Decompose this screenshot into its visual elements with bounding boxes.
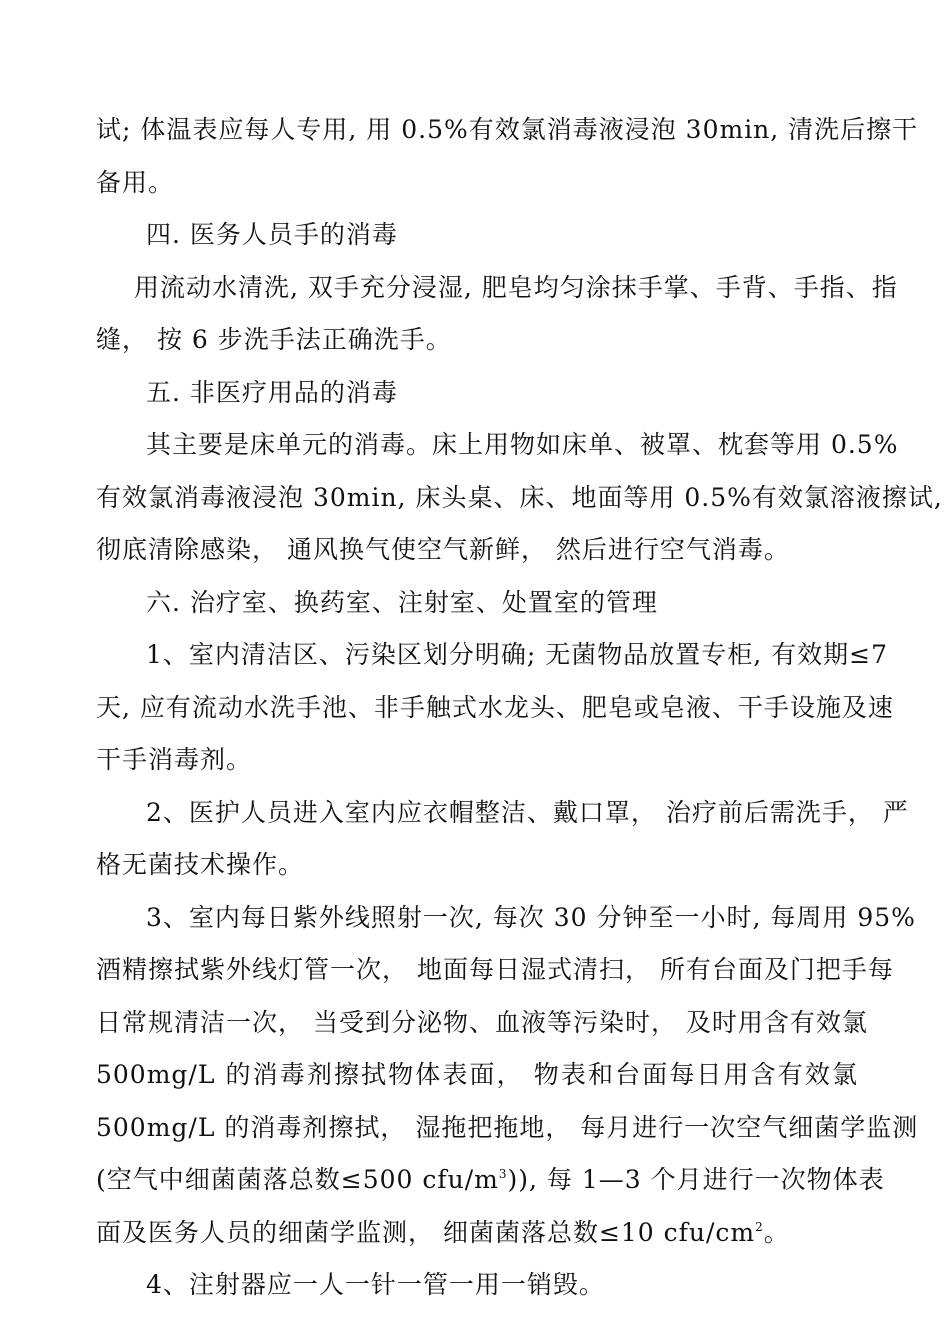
- text-line: 格无菌技术操作。: [96, 850, 305, 879]
- text-line: 3、室内每日紫外线照射一次, 每次 30 分钟至一小时, 每周用 95%: [146, 902, 916, 932]
- text-line-last: 4、注射器应一人一针一管一用一销毁。: [146, 1270, 605, 1299]
- text-line: 备用。: [96, 167, 175, 197]
- text-line: 500mg/L 的消毒剂擦拭， 湿拖把拖地， 每月进行一次空气细菌学监测: [96, 1112, 919, 1142]
- text-line-cfu-m3: [96, 1154, 885, 1207]
- text-line: 1、室内清洁区、污染区划分明确; 无菌物品放置专柜, 有效期≤7: [146, 640, 889, 669]
- text-line-cfu-cm2: [96, 1207, 858, 1260]
- superscript: 3: [498, 1167, 508, 1181]
- text-line: 彻底清除感染， 通风换气使空气新鲜， 然后进行空气消毒。: [96, 535, 790, 564]
- text-segment: )), 每 1—3 个月进行一次物体表: [507, 1165, 885, 1194]
- text-segment: 面及医务人员的细菌学监测， 细菌菌落总数≤10 cfu/cm: [96, 1217, 756, 1247]
- text-line: 五. 非医疗用品的消毒: [146, 377, 398, 407]
- text-line: 四. 医务人员手的消毒: [146, 220, 398, 249]
- text-line: 试; 体温表应每人专用, 用 0.5%有效氯消毒液浸泡 30min, 清洗后擦干: [96, 115, 919, 144]
- document-page: [96, 104, 943, 1312]
- text-line: 500mg/L 的消毒剂擦拭物体表面， 物表和台面每日用含有效氯: [96, 1060, 858, 1089]
- text-line: 干手消毒剂。: [96, 745, 253, 774]
- text-line: 天, 应有流动水洗手池、非手触式水龙头、肥皂或皂液、干手设施及速: [96, 692, 894, 722]
- text-segment: (空气中细菌菌落总数≤500 cfu/m: [96, 1165, 499, 1194]
- text-line: 日常规清洁一次， 当受到分泌物、血液等污染时， 及时用含有效氯: [96, 1007, 868, 1037]
- text-line: 有效氯消毒液浸泡 30min, 床头桌、床、地面等用 0.5%有效氯溶液擦试,: [96, 482, 943, 512]
- text-line: 酒精擦拭紫外线灯管一次， 地面每日湿式清扫， 所有台面及门把手每: [96, 955, 894, 984]
- text-line: 用流动水清洗, 双手充分浸湿, 肥皂均匀涂抹手掌、手背、手指、指: [134, 272, 898, 302]
- superscript: 2: [755, 1219, 764, 1234]
- text-lines: [96, 104, 943, 1154]
- text-line: 2、医护人员进入室内应衣帽整洁、戴口罩， 治疗前后需洗手， 严: [146, 797, 909, 827]
- text-segment: 。: [763, 1217, 790, 1247]
- text-line: 六. 治疗室、换药室、注射室、处置室的管理: [146, 587, 658, 617]
- text-line: 其主要是床单元的消毒。床上用物如床单、被罩、枕套等用 0.5%: [146, 430, 899, 459]
- text-line: 缝， 按 6 步洗手法正确洗手。: [96, 325, 452, 354]
